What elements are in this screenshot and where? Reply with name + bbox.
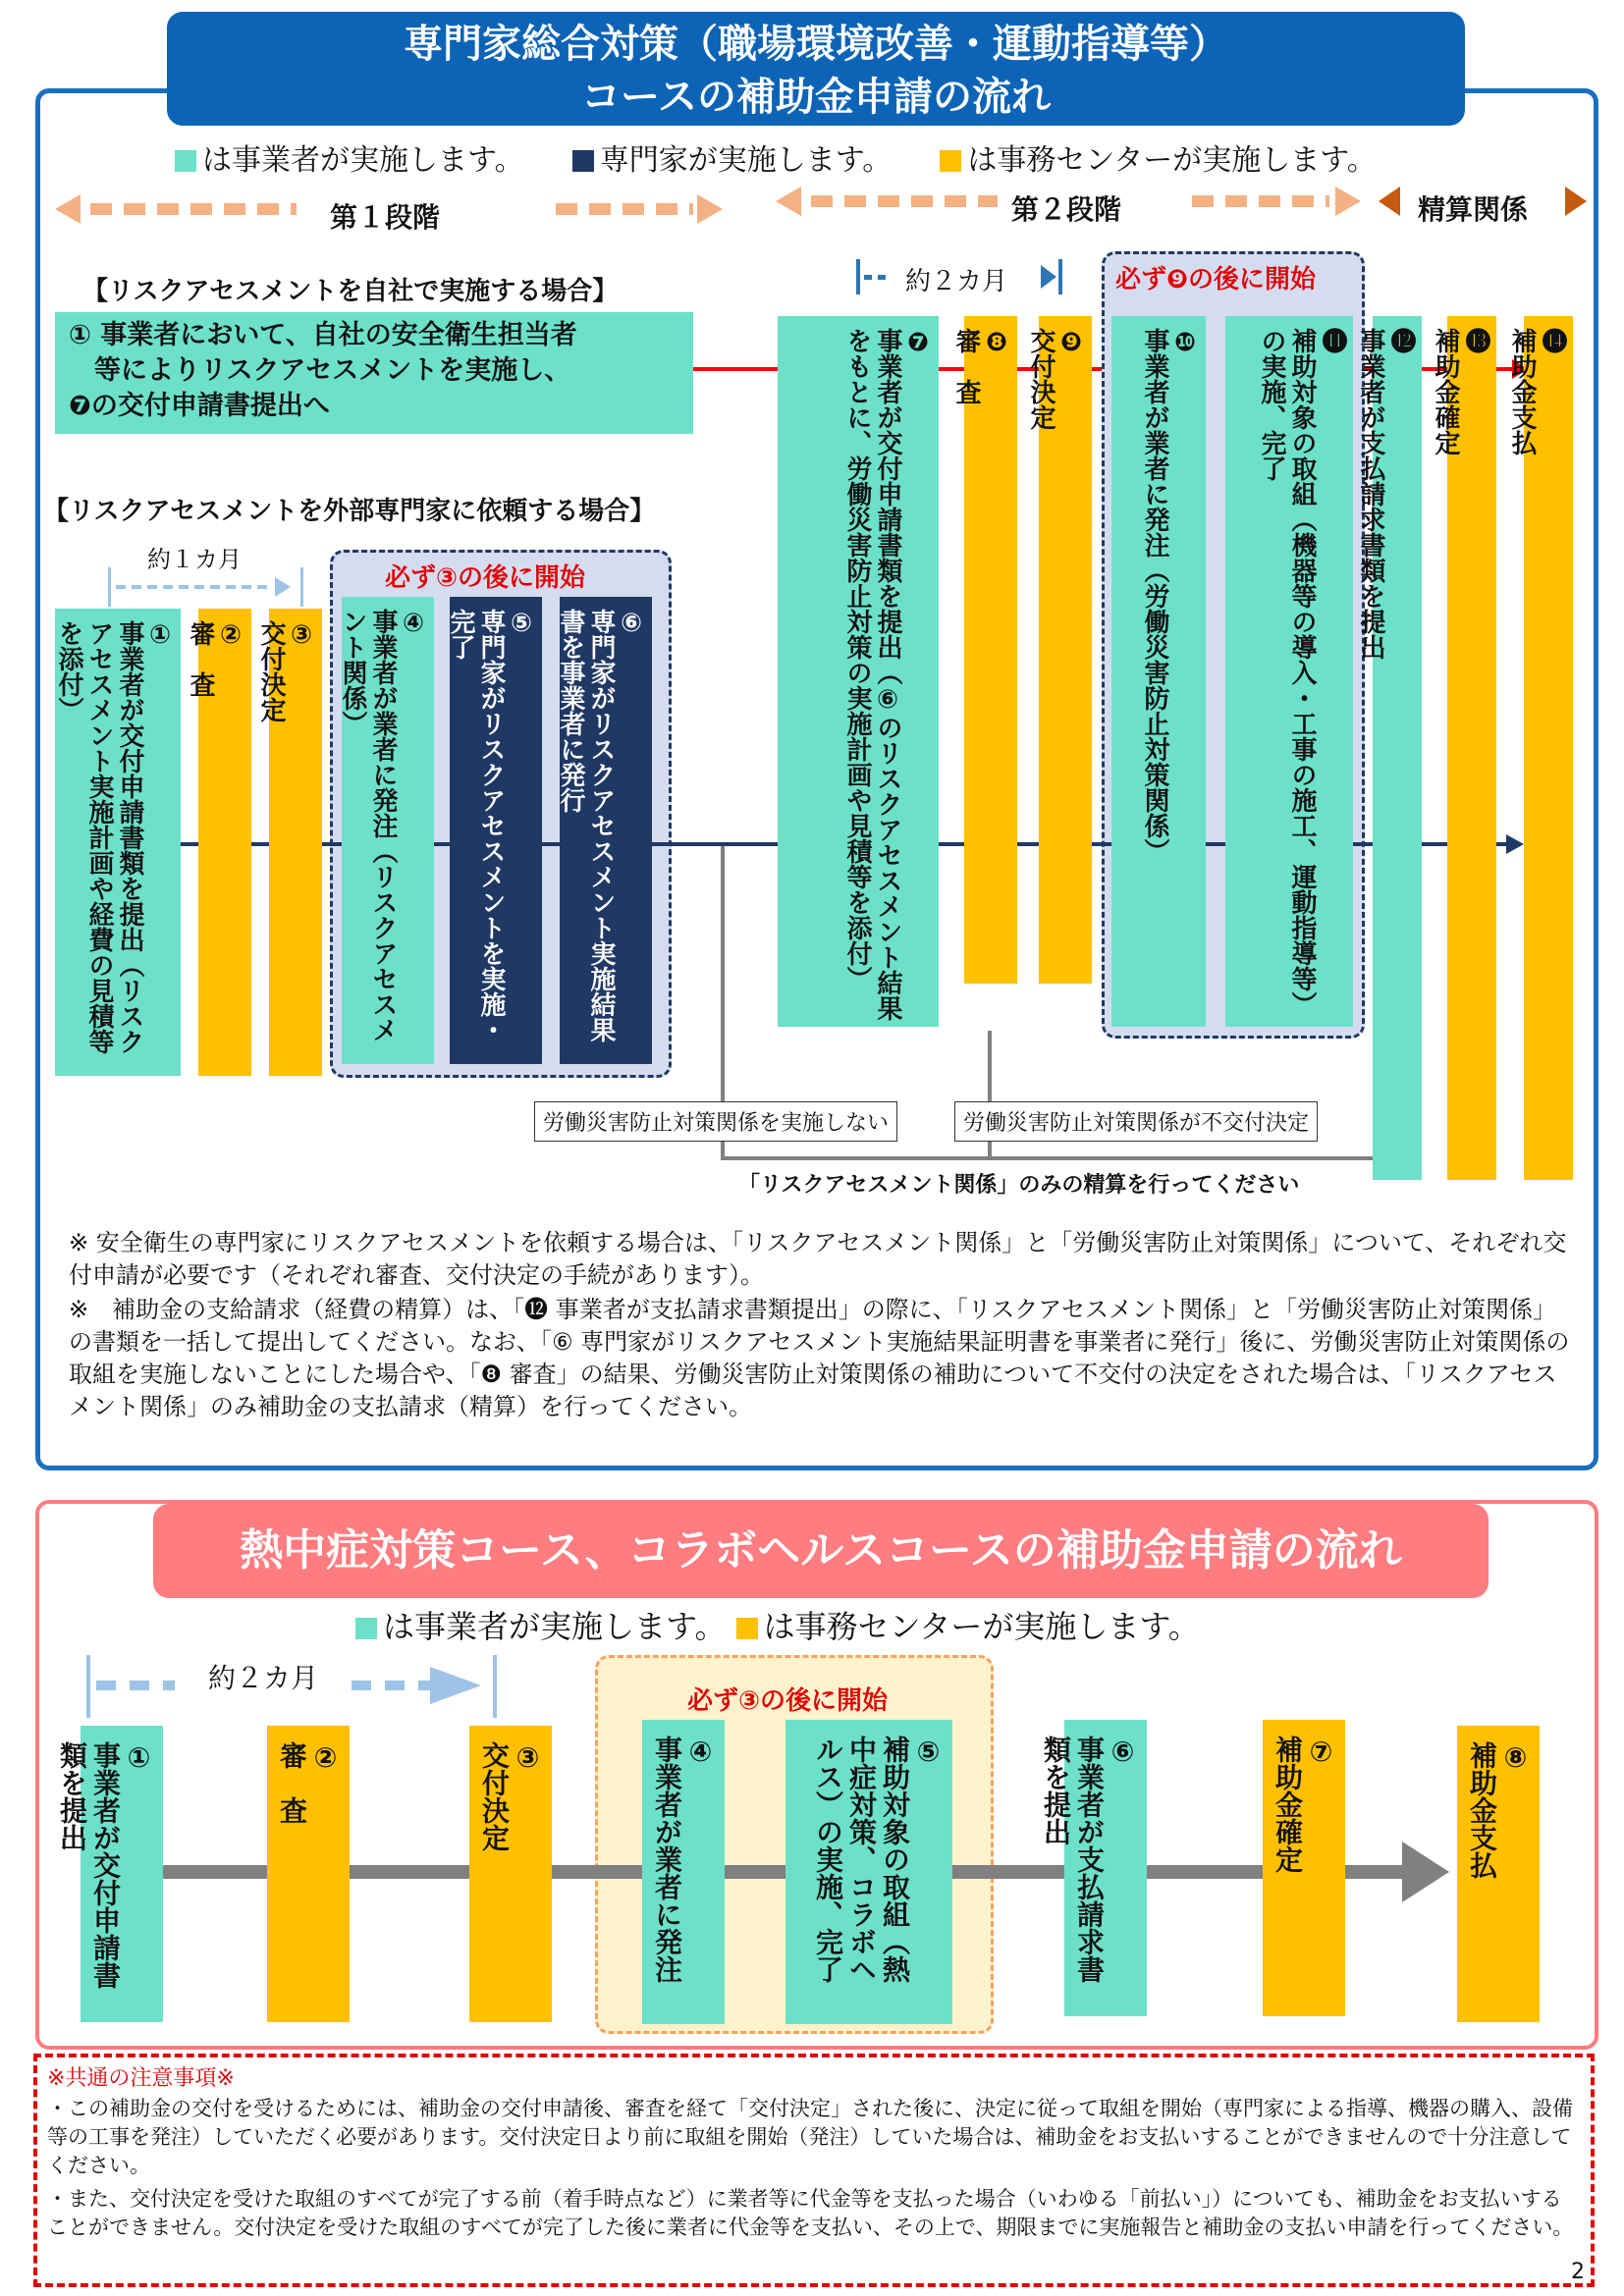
branch-result: 「リスクアセスメント関係」のみの精算を行ってください xyxy=(738,1173,1300,1198)
self-case-line1: ① 事業者において、自社の安全衛生担当者 xyxy=(69,320,577,350)
section2-legend xyxy=(355,1602,1200,1647)
interval-1month-label: 約１カ月 xyxy=(147,546,242,573)
s2-flow-arrowhead xyxy=(1402,1842,1449,1902)
settle-step-12: ⓬ 事業者が支払請求書類を提出 xyxy=(1373,316,1422,1180)
section1-title xyxy=(167,12,1465,126)
s2-step-7: ⑦ 補助金確定 xyxy=(1263,1720,1345,2016)
s2-must-after-3-label: 必ず③の後に開始 xyxy=(687,1686,889,1716)
legend xyxy=(175,135,1377,179)
common-notes-heading: ※共通の注意事項※ xyxy=(47,2066,235,2091)
self-case-heading: 【リスクアセスメントを自社で実施する場合】 xyxy=(82,277,619,306)
section1-note-2: ※ 補助金の支給請求（経費の精算）は、「⓬ 事業者が支払請求書類提出」の際に、「リスクアセスメント関係」と「労働災害防止対策関係」の書類を一括して提出してください。なお、「⑥ 専門家がリスクアセスメント実施結果証明書を事業者に発行」後に、労働災害防止対策関係の取組を実施しないことにした場合や、「❽ 審査」の結果、労働災害防止対策関係の補助について不交付の決定をされた場合は、「リスクアセスメント関係」のみ補助金の支払請求（精算）を行ってください。 xyxy=(69,1296,1570,1420)
s2-step-8: ❽ 審 査 xyxy=(964,316,1017,984)
s2-step-11: ⓫ 補助対象の取組（機器等の導入・工事の施工、運動指導等）の実施、完了 xyxy=(1225,316,1353,1027)
self-case-box xyxy=(55,312,693,434)
legend-expert-swatch xyxy=(572,150,594,172)
branch-line-bottom xyxy=(721,1156,1384,1160)
branch-label-2: 労働災害防止対策関係が不交付決定 xyxy=(954,1101,1318,1142)
branch-label-1: 労働災害防止対策関係を実施しない xyxy=(534,1101,897,1142)
s1-step-3: ③ 交付決定 xyxy=(269,609,322,1076)
s1-step-5: ⑤ 専門家がリスクアセスメントを実施・完了 xyxy=(450,597,542,1064)
section1-title-line1: 専門家総合対策（職場環境改善・運動指導等） xyxy=(404,22,1228,67)
s2-step-6: ⑥ 事業者が支払請求書類を提出 xyxy=(1064,1720,1147,2016)
s2-legend-business-text: は事業者が実施します。 xyxy=(383,1608,727,1645)
legend-business-text: は事業者が実施します。 xyxy=(202,143,524,178)
common-note-2: ・また、交付決定を受けた取組のすべてが完了する前（着手時点など）に業者等に代金等を支払った場合（いわゆる「前払い」）についても、補助金をお支払いすることができません。交付決定を受けた取組のすべてが完了した後に業者に代金等を支払い、その上で、期限までに実施報告と補助金の支払い申請を行ってください。 xyxy=(47,2187,1574,2239)
s1-step-4: ④ 事業者が業者に発注（リスクアセスメント関係） xyxy=(342,597,434,1064)
s2-step-9: ❾ 交付決定 xyxy=(1039,316,1092,984)
s2-step-3: ③ 交付決定 xyxy=(469,1726,552,2022)
s1-step-6: ⑥ 専門家がリスクアセスメント実施結果書を事業者に発行 xyxy=(560,597,652,1064)
self-case-line2: 等によりリスクアセスメントを実施し、 xyxy=(94,355,571,386)
s2-step-8: ⑧ 補助金支払 xyxy=(1457,1726,1540,2022)
legend-business-swatch xyxy=(175,150,196,172)
s2-legend-business-swatch xyxy=(355,1618,377,1639)
s2-step-1: ① 事業者が交付申請書類を提出 xyxy=(81,1726,163,2022)
settlement-label: 精算関係 xyxy=(1418,193,1529,226)
s2-step-2: ② 審 査 xyxy=(267,1726,350,2022)
s1-step-2: ② 審 査 xyxy=(198,609,251,1076)
legend-expert-text: 専門家が実施します。 xyxy=(599,143,893,178)
section1-note-1: ※ 安全衛生の専門家にリスクアセスメントを依頼する場合は、「リスクアセスメント関係」と「労働災害防止対策関係」について、それぞれ交付申請が必要です（それぞれ審査、交付決定の手続があります）。 xyxy=(69,1229,1567,1289)
s2-legend-center-swatch xyxy=(736,1618,758,1639)
section1-title-line2: コースの補助金申請の流れ xyxy=(581,75,1051,120)
s2-step-4: ④ 事業者が業者に発注 xyxy=(642,1720,725,2024)
s2-step-10: ❿ 事業者が業者に発注（労働災害防止対策関係） xyxy=(1111,316,1206,1027)
must-after-3-label: 必ず③の後に開始 xyxy=(385,563,586,593)
must-after-9-label: 必ず❾の後に開始 xyxy=(1115,265,1317,294)
page-number: 2 xyxy=(1571,2260,1585,2284)
s2-step-7: ❼ 事業者が交付申請書類を提出（⑥のリスクアセスメント結果をもとに、労働災害防止対策の実施計画や見積等を添付） xyxy=(778,316,939,1027)
settle-step-13: ⓭ 補助金確定 xyxy=(1447,316,1496,1180)
external-case-heading: 【リスクアセスメントを外部専門家に依頼する場合】 xyxy=(43,497,656,526)
stage2-label: 第２段階 xyxy=(1011,193,1122,226)
s2-interval-label: 約２カ月 xyxy=(208,1662,319,1694)
stage1-label: 第１段階 xyxy=(330,201,441,234)
s2-legend-center-text: は事務センターが実施します。 xyxy=(763,1608,1200,1645)
interval-2month-label: 約２カ月 xyxy=(905,267,1008,296)
settle-step-14: ⓮ 補助金支払 xyxy=(1524,316,1573,1180)
s1-step-1: ① 事業者が交付申請書類を提出（リスクアセスメント実施計画や経費の見積等を添付） xyxy=(55,609,181,1076)
section2-title: 熱中症対策コース、コラボヘルスコースの補助金申請の流れ xyxy=(153,1504,1489,1598)
self-case-line3: ❼の交付申請書提出へ xyxy=(69,391,330,421)
legend-center-text: は事務センターが実施します。 xyxy=(967,143,1377,178)
s2-step-5: ⑤ 補助対象の取組（熱中症対策、コラボヘルス）の実施、完了 xyxy=(785,1720,952,2024)
legend-center-swatch xyxy=(940,150,961,172)
common-note-1: ・この補助金の交付を受けるためには、補助金の交付申請後、審査を経て「交付決定」された後に、決定に従って取組を開始（専門家による指導、機器の購入、設備等の工事を発注）していただく必要があります。交付決定日より前に取組を開始（発注）していた場合は、補助金をお支払いすることができませんので十分注意してください。 xyxy=(47,2097,1573,2177)
